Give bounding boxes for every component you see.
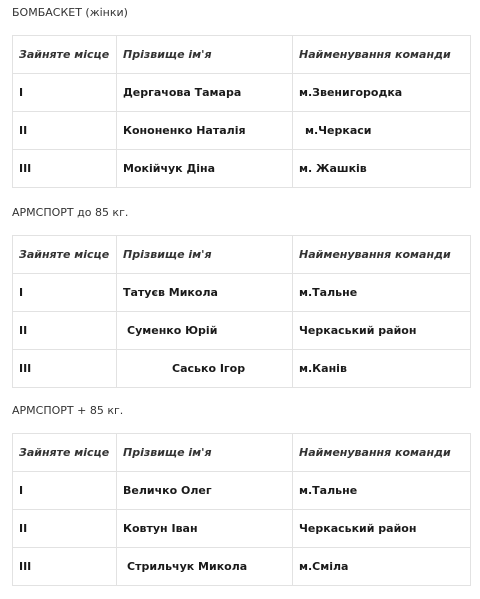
section-title-armsport-under-85: АРМСПОРТ до 85 кг. (12, 206, 129, 219)
cell-name: Мокійчук Діна (117, 150, 293, 188)
header-team: Найменування команди (293, 36, 471, 74)
table-header-row (13, 236, 471, 274)
cell-place: ІІ (13, 510, 117, 548)
header-name: Прізвище ім'я (117, 236, 293, 274)
header-name: Прізвище ім'я (117, 36, 293, 74)
results-table-armsport-under-85 (12, 235, 471, 388)
cell-name: Татуєв Микола (117, 274, 293, 312)
header-name: Прізвище ім'я (117, 434, 293, 472)
cell-place: ІІІ (13, 548, 117, 586)
cell-name: Дергачова Тамара (117, 74, 293, 112)
cell-team: м.Черкаси (293, 112, 471, 150)
table-row (13, 112, 471, 150)
cell-place: ІІ (13, 312, 117, 350)
cell-name: Стрильчук Микола (117, 548, 293, 586)
cell-name: Ковтун Іван (117, 510, 293, 548)
cell-place: І (13, 472, 117, 510)
cell-name: Суменко Юрій (117, 312, 293, 350)
table-row (13, 74, 471, 112)
table-row (13, 312, 471, 350)
table-row (13, 548, 471, 586)
cell-name: Сасько Ігор (117, 350, 293, 388)
cell-name: Величко Олег (117, 472, 293, 510)
cell-team: м.Тальне (293, 472, 471, 510)
results-table-armsport-over-85 (12, 433, 471, 586)
cell-team: м.Тальне (293, 274, 471, 312)
table-row (13, 150, 471, 188)
header-place: Зайняте місце (13, 434, 117, 472)
cell-team: м. Жашків (293, 150, 471, 188)
cell-place: І (13, 74, 117, 112)
header-place: Зайняте місце (13, 236, 117, 274)
table-row (13, 274, 471, 312)
cell-name: Кононенко Наталія (117, 112, 293, 150)
table-row (13, 510, 471, 548)
cell-place: ІІІ (13, 150, 117, 188)
table-header-row (13, 434, 471, 472)
header-place: Зайняте місце (13, 36, 117, 74)
cell-place: ІІІ (13, 350, 117, 388)
table-header-row (13, 36, 471, 74)
table-row (13, 472, 471, 510)
cell-team: Черкаський район (293, 312, 471, 350)
cell-team: м.Сміла (293, 548, 471, 586)
cell-team: м.Канів (293, 350, 471, 388)
header-team: Найменування команди (293, 236, 471, 274)
cell-team: м.Звенигородка (293, 74, 471, 112)
table-row (13, 350, 471, 388)
section-title-armsport-over-85: АРМСПОРТ + 85 кг. (12, 404, 124, 417)
results-table-bombasket (12, 35, 471, 188)
header-team: Найменування команди (293, 434, 471, 472)
cell-place: І (13, 274, 117, 312)
cell-team: Черкаський район (293, 510, 471, 548)
section-title-bombasket: БОМБАСКЕТ (жінки) (12, 6, 128, 19)
cell-place: ІІ (13, 112, 117, 150)
